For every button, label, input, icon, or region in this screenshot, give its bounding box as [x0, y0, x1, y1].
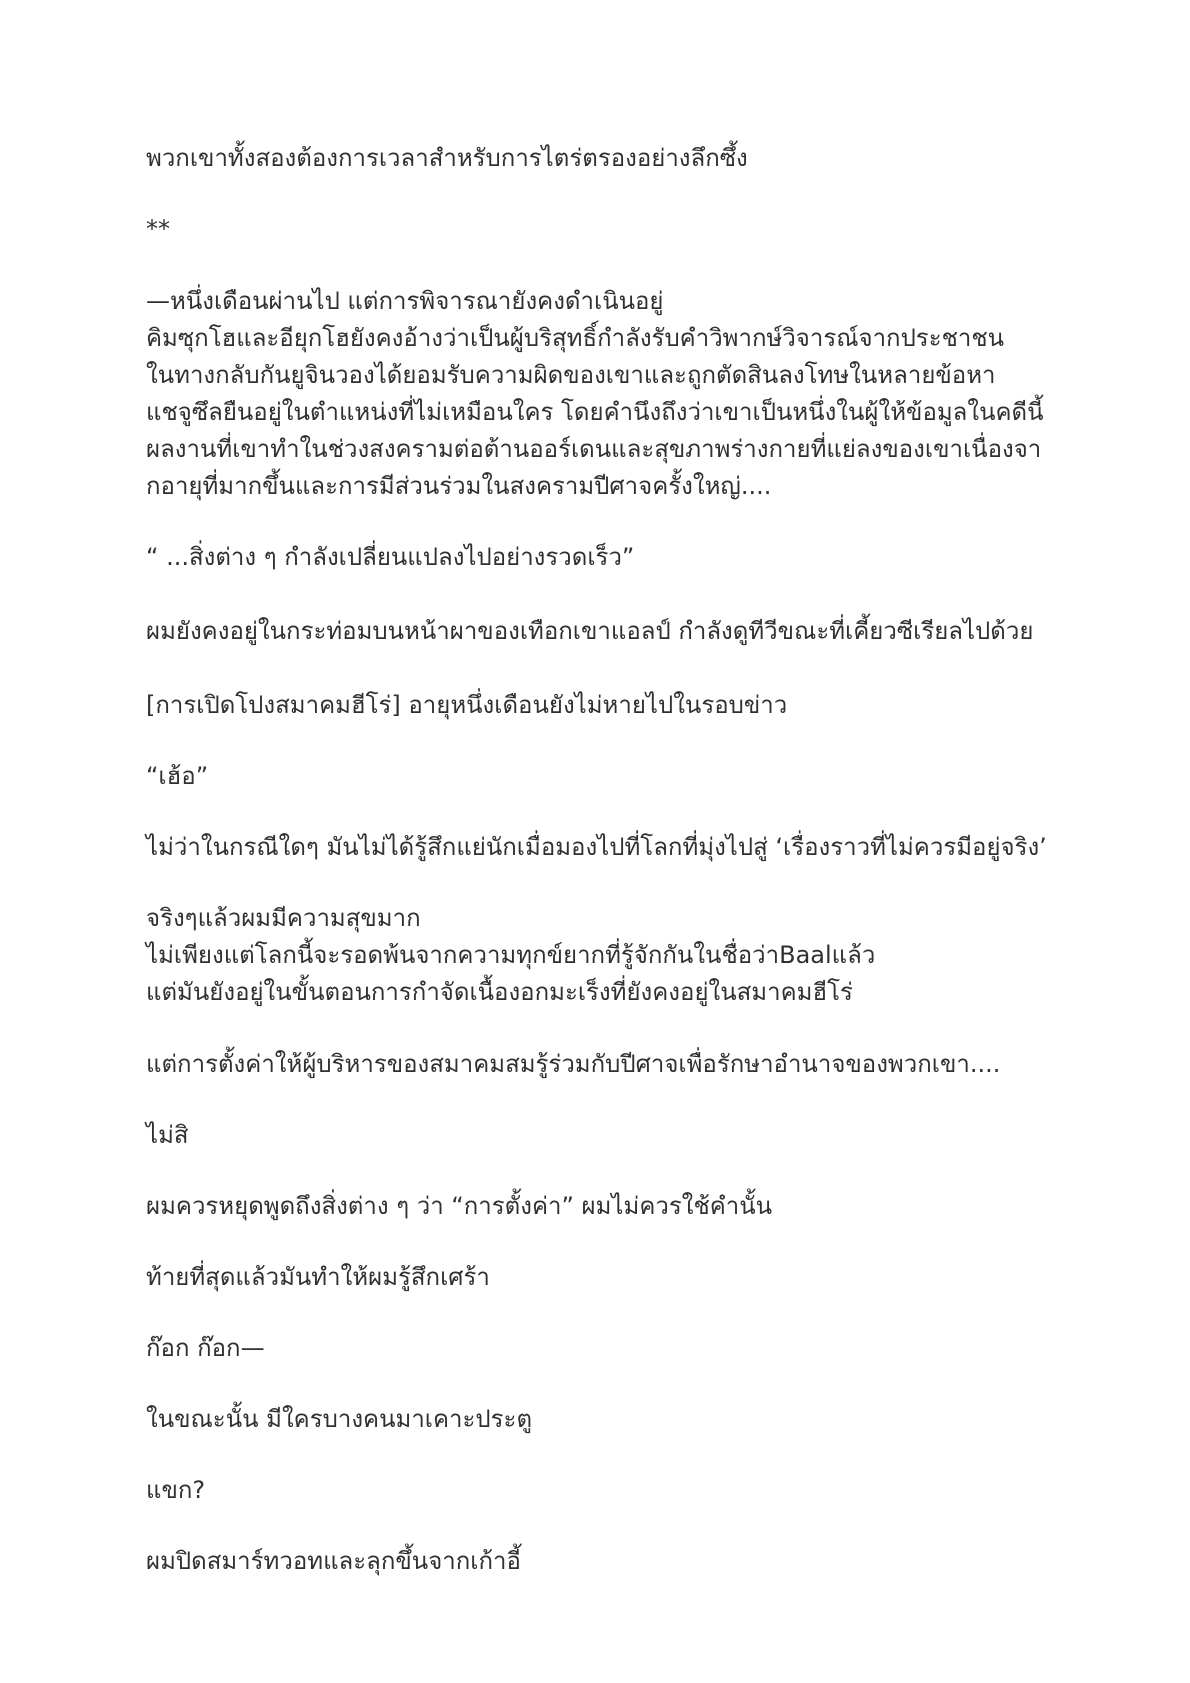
paragraph — [146, 539, 1076, 576]
paragraph — [146, 829, 1076, 866]
text-line: ไม่เพียงแต่โลกนี้จะรอดพ้นจากความทุกข์ยากที่รู้จักกันในชื่อว่าBaalแล้ว — [146, 941, 876, 969]
text-line: —หนึ่งเดือนผ่านไป แต่การพิจารณายังคงดำเนินอยู่ — [146, 287, 664, 315]
paragraph — [146, 283, 1076, 505]
paragraph — [146, 140, 1076, 177]
text-line: ผมปิดสมาร์ทวอทและลุกขึ้นจากเก้าอี้ — [146, 1547, 521, 1575]
paragraph — [146, 1046, 1076, 1083]
paragraph — [146, 687, 1076, 724]
text-line: กอายุที่มากขึ้นและการมีส่วนร่วมในสงครามปีศาจครั้งใหญ่.... — [146, 472, 772, 500]
text-line: ไม่สิ — [146, 1121, 189, 1149]
paragraph — [146, 1117, 1076, 1154]
paragraph — [146, 900, 1076, 1011]
text-line: แขก? — [146, 1476, 206, 1504]
text-line: ผมยังคงอยู่ในกระท่อมบนหน้าผาของเทือกเขาแอลป์ กำลังดูทีวีขณะที่เคี้ยวซีเรียลไปด้วย — [146, 617, 1034, 645]
paragraph — [146, 1401, 1076, 1438]
text-line: ไม่ว่าในกรณีใดๆ มันไม่ได้รู้สึกแย่นักเมื่อมองไปที่โลกที่มุ่งไปสู่ ‘เรื่องราวที่ไม่ควรมีอยู่จริง’ — [146, 833, 1047, 861]
text-line: แต่การตั้งค่าให้ผู้บริหารของสมาคมสมรู้ร่วมกับปีศาจเพื่อรักษาอำนาจของพวกเขา.... — [146, 1050, 1001, 1078]
paragraph — [146, 1472, 1076, 1509]
text-line: แต่มันยังอยู่ในขั้นตอนการกำจัดเนื้องอกมะเร็งที่ยังคงอยู่ในสมาคมฮีโร่ — [146, 978, 853, 1006]
paragraph — [146, 613, 1076, 650]
text-line: ผลงานที่เขาทำในช่วงสงครามต่อต้านออร์เดนและสุขภาพร่างกายที่แย่ลงของเขาเนื่องจา — [146, 435, 1042, 463]
text-line: ในทางกลับกันยูจินวองได้ยอมรับความผิดของเขาและถูกตัดสินลงโทษในหลายข้อหา — [146, 361, 996, 389]
text-line: จริงๆแล้วผมมีความสุขมาก — [146, 904, 421, 932]
text-line: ** — [146, 215, 170, 243]
text-line: ท้ายที่สุดแล้วมันทำให้ผมรู้สึกเศร้า — [146, 1263, 490, 1291]
text-line: แชจูซึลยืนอยู่ในตำแหน่งที่ไม่เหมือนใคร โดยคำนึงถึงว่าเขาเป็นหนึ่งในผู้ให้ข้อมูลในคดีนี้ — [146, 398, 1044, 426]
text-line: [การเปิดโปงสมาคมฮีโร่] อายุหนึ่งเดือนยังไม่หายไปในรอบข่าว — [146, 691, 788, 719]
document-body — [146, 140, 1076, 1580]
paragraph — [146, 211, 1076, 248]
paragraph — [146, 1188, 1076, 1225]
text-line: ในขณะนั้น มีใครบางคนมาเคาะประตู — [146, 1405, 533, 1433]
text-line: “ ...สิ่งต่าง ๆ กำลังเปลี่ยนแปลงไปอย่างรวดเร็ว” — [146, 543, 635, 571]
paragraph — [146, 758, 1076, 795]
text-line: พวกเขาทั้งสองต้องการเวลาสำหรับการไตร่ตรองอย่างลึกซึ้ง — [146, 144, 748, 172]
paragraph — [146, 1259, 1076, 1296]
paragraph — [146, 1543, 1076, 1580]
text-line: คิมซุกโฮและอียุกโฮยังคงอ้างว่าเป็นผู้บริสุทธิ์กำลังรับคำวิพากษ์วิจารณ์จากประชาชน — [146, 324, 1005, 352]
paragraph — [146, 1330, 1076, 1367]
text-line: ก๊อก ก๊อก— — [146, 1334, 265, 1362]
text-line: “เฮ้อ” — [146, 762, 209, 790]
text-line: ผมควรหยุดพูดถึงสิ่งต่าง ๆ ว่า “การตั้งค่า” ผมไม่ควรใช้คำนั้น — [146, 1192, 773, 1220]
